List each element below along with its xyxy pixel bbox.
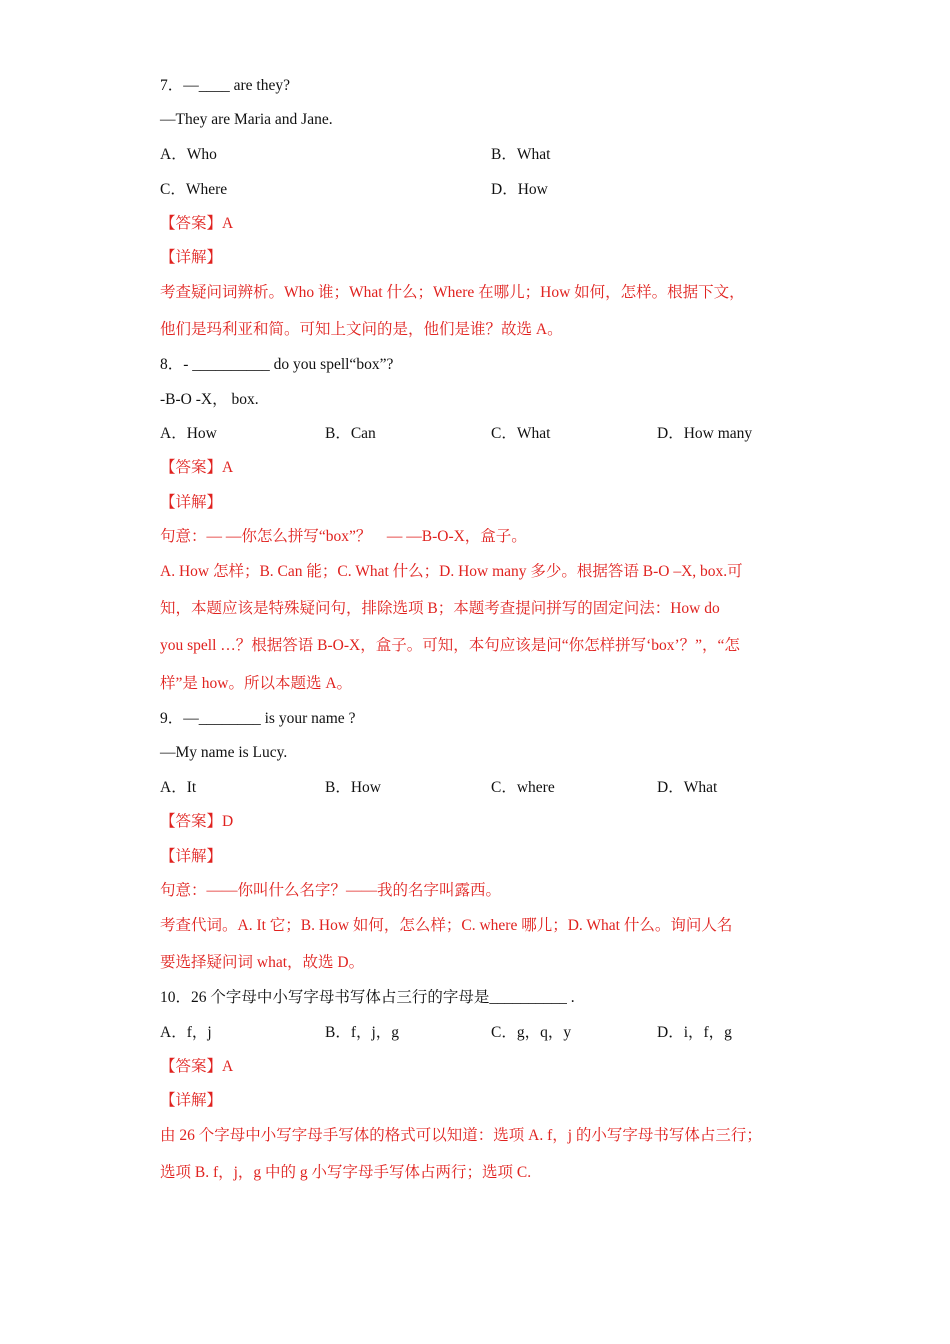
q10-detail-label: 【详解】 <box>160 1092 223 1109</box>
q7-option-a: A．Who <box>160 146 217 163</box>
q10-explain-line-2: 选项 B. f，j，g 中的 g 小写字母手写体占两行；选项 C. <box>160 1164 532 1181</box>
q8-option-b: B．Can <box>325 425 376 442</box>
q8-reply: -B-O -X， box. <box>160 391 259 408</box>
q9-option-c: C．where <box>491 779 555 796</box>
q8-explain-line-3: 知，本题应该是特殊疑问句，排除选项 B；本题考查提问拼写的固定问法：How do <box>160 600 720 617</box>
q8-explain-line-1: 句意：— —你怎么拼写“box”？ — —B-O-X，盒子。 <box>160 528 527 545</box>
q7-option-c: C．Where <box>160 181 228 198</box>
q8-explain-line-4: you spell …？根据答语 B-O-X，盒子。可知，本句应该是问“你怎样拼写‘box’？”，“怎 <box>160 637 740 654</box>
q7-explain-line-1: 考查疑问词辨析。Who 谁；What 什么；Where 在哪儿；How 如何，怎样。根据下文， <box>160 284 745 301</box>
q8-option-a: A．How <box>160 425 217 442</box>
q10-answer: 【答案】A <box>160 1058 234 1075</box>
q7-detail-label: 【详解】 <box>160 249 223 266</box>
q10-option-a: A．f，j <box>160 1024 212 1041</box>
q10-stem: 10．26 个字母中小写字母书写体占三行的字母是__________ . <box>160 989 575 1006</box>
q7-option-d: D．How <box>491 181 548 198</box>
q8-explain-line-5: 样”是 how。所以本题选 A。 <box>160 675 353 692</box>
q7-reply: —They are Maria and Jane. <box>160 111 333 128</box>
q7-answer: 【答案】A <box>160 215 234 232</box>
q9-answer: 【答案】D <box>160 813 234 830</box>
q8-option-d: D．How many <box>657 425 753 442</box>
q9-stem: 9．—________ is your name ? <box>160 710 356 727</box>
q8-detail-label: 【详解】 <box>160 494 223 511</box>
q9-reply: —My name is Lucy. <box>160 744 288 761</box>
q9-explain-line-1: 句意：——你叫什么名字？——我的名字叫露西。 <box>160 882 502 899</box>
q9-option-d: D．What <box>657 779 718 796</box>
q9-explain-line-2: 考查代词。A. It 它；B. How 如何，怎么样；C. where 哪儿；D. What 什么。询问人名 <box>160 917 733 934</box>
q10-option-b: B．f，j，g <box>325 1024 400 1041</box>
q7-stem: 7．—____ are they? <box>160 77 290 94</box>
q8-explain-line-2: A. How 怎样；B. Can 能；C. What 什么；D. How many 多少。根据答语 B-O –X, box.可 <box>160 563 743 580</box>
q7-explain-line-2: 他们是玛利亚和简。可知上文问的是，他们是谁？故选 A。 <box>160 321 563 338</box>
q9-option-b: B．How <box>325 779 381 796</box>
q9-option-a: A．It <box>160 779 197 796</box>
q9-explain-line-3: 要选择疑问词 what，故选 D。 <box>160 954 365 971</box>
q8-option-c: C．What <box>491 425 551 442</box>
q8-stem: 8．- __________ do you spell“box”? <box>160 356 394 373</box>
q10-option-d: D．i，f，g <box>657 1024 732 1041</box>
q8-answer: 【答案】A <box>160 459 234 476</box>
q9-detail-label: 【详解】 <box>160 848 223 865</box>
q7-option-b: B．What <box>491 146 551 163</box>
q10-option-c: C．g，q，y <box>491 1024 572 1041</box>
q10-explain-line-1: 由 26 个字母中小写字母手写体的格式可以知道：选项 A. f，j 的小写字母书写体占三行； <box>160 1127 762 1144</box>
